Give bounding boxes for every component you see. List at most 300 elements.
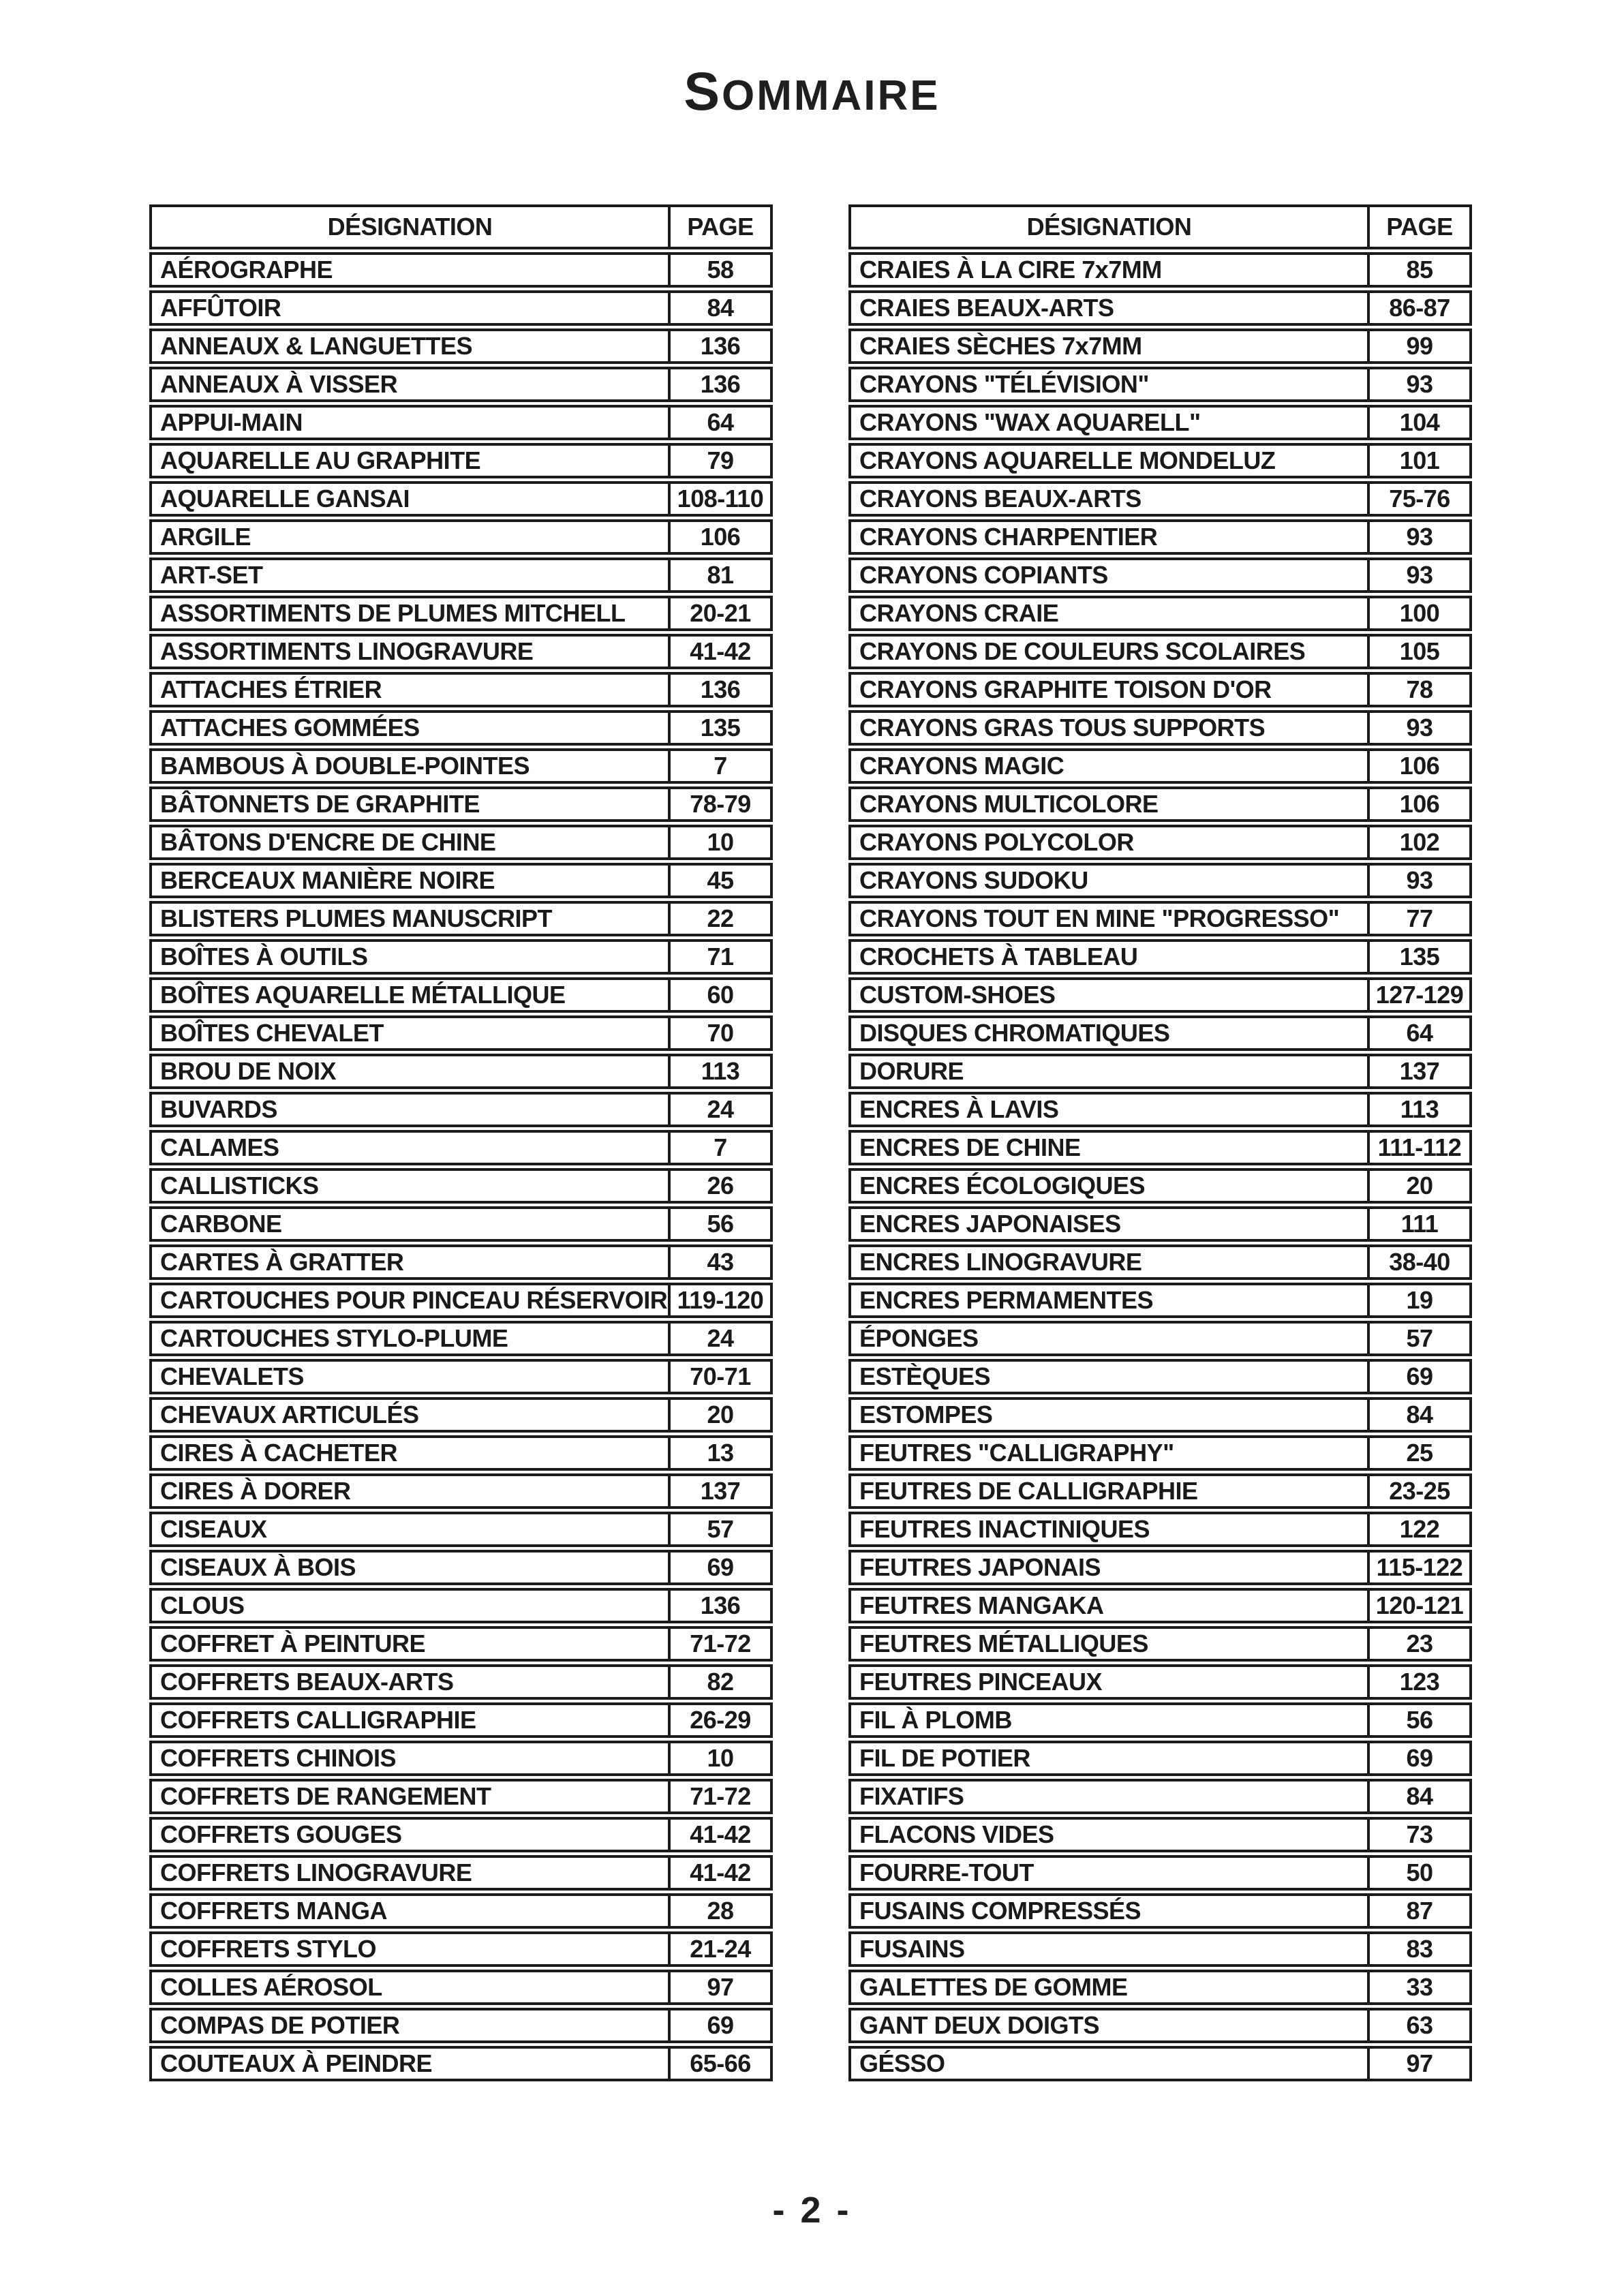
page-cell: 56 — [1406, 1706, 1433, 1734]
designation-cell: AQUARELLE AU GRAPHITE — [152, 446, 671, 476]
page-cell: 63 — [1406, 2011, 1433, 2039]
toc-row — [848, 1626, 1472, 1662]
designation-cell: ATTACHES GOMMÉES — [152, 713, 671, 743]
page-cell: 50 — [1406, 1859, 1433, 1886]
toc-row — [149, 672, 773, 707]
toc-row — [149, 863, 773, 898]
toc-row — [848, 1092, 1472, 1127]
toc-row — [149, 748, 773, 784]
toc-row — [848, 2046, 1472, 2081]
designation-cell: FUSAINS — [851, 1934, 1370, 1964]
toc-row — [848, 710, 1472, 746]
page-cell: 20-21 — [690, 599, 751, 627]
page-cell: 93 — [1406, 866, 1433, 894]
toc-row — [848, 1435, 1472, 1471]
page-cell: 108-110 — [677, 485, 764, 513]
designation-cell: COFFRETS CHINOIS — [152, 1743, 671, 1773]
designation-cell: CISEAUX — [152, 1514, 671, 1544]
page-cell: 120-121 — [1375, 1591, 1464, 1619]
toc-row — [848, 1550, 1472, 1585]
designation-cell: COFFRETS LINOGRAVURE — [152, 1858, 671, 1888]
designation-cell: CLOUS — [152, 1591, 671, 1621]
page-cell: 77 — [1406, 904, 1433, 932]
designation-cell: BAMBOUS À DOUBLE-POINTES — [152, 751, 671, 781]
page-cell: 122 — [1399, 1515, 1440, 1543]
toc-row — [149, 405, 773, 440]
designation-cell: BÂTONS D'ENCRE DE CHINE — [152, 827, 671, 857]
designation-cell: FOURRE-TOUT — [851, 1858, 1370, 1888]
toc-row — [149, 1702, 773, 1738]
designation-cell: BOÎTES AQUARELLE MÉTALLIQUE — [152, 980, 671, 1010]
toc-row — [149, 443, 773, 478]
designation-cell: CRAYONS GRAS TOUS SUPPORTS — [851, 713, 1370, 743]
designation-cell: ASSORTIMENTS LINOGRAVURE — [152, 637, 671, 667]
page-cell: 69 — [707, 2011, 734, 2039]
page-cell: 78 — [1406, 675, 1433, 703]
page-cell: 43 — [707, 1248, 734, 1276]
toc-row — [149, 825, 773, 860]
designation-cell: CRAIES SÈCHES 7x7MM — [851, 331, 1370, 361]
toc-row — [848, 405, 1472, 440]
toc-row — [149, 1092, 773, 1127]
page-cell: 93 — [1406, 523, 1433, 551]
toc-row — [848, 2008, 1472, 2043]
designation-cell: CRAYONS CHARPENTIER — [851, 522, 1370, 552]
designation-column-header: DÉSIGNATION — [851, 207, 1370, 247]
designation-cell: CRAYONS BEAUX-ARTS — [851, 484, 1370, 514]
page-cell: 93 — [1406, 714, 1433, 741]
toc-row — [149, 939, 773, 975]
page-cell: 83 — [1406, 1935, 1433, 1963]
page-cell: 26-29 — [690, 1706, 751, 1734]
designation-cell: APPUI-MAIN — [152, 408, 671, 438]
page-cell: 97 — [707, 1973, 734, 2001]
toc-row — [848, 1779, 1472, 1814]
toc-row — [149, 1206, 773, 1242]
page-cell: 86-87 — [1389, 294, 1450, 322]
page-cell: 106 — [1399, 752, 1440, 780]
designation-cell: FEUTRES "CALLIGRAPHY" — [851, 1438, 1370, 1468]
toc-row — [848, 1741, 1472, 1776]
designation-cell: CALLISTICKS — [152, 1171, 671, 1201]
page-cell: 69 — [707, 1553, 734, 1581]
page-cell: 81 — [707, 561, 734, 589]
designation-cell: ENCRES ÉCOLOGIQUES — [851, 1171, 1370, 1201]
designation-cell: COFFRETS GOUGES — [152, 1820, 671, 1850]
toc-row — [848, 1588, 1472, 1623]
designation-cell: ENCRES À LAVIS — [851, 1095, 1370, 1125]
page-cell: 97 — [1406, 2049, 1433, 2077]
designation-cell: ENCRES LINOGRAVURE — [851, 1247, 1370, 1277]
designation-cell: CRAIES BEAUX-ARTS — [851, 293, 1370, 323]
designation-cell: ESTÈQUES — [851, 1362, 1370, 1392]
designation-cell: GANT DEUX DOIGTS — [851, 2010, 1370, 2040]
designation-cell: CISEAUX À BOIS — [152, 1553, 671, 1582]
designation-cell: GÉSSO — [851, 2049, 1370, 2079]
toc-row — [149, 710, 773, 746]
designation-cell: BOÎTES CHEVALET — [152, 1018, 671, 1048]
designation-cell: FIL À PLOMB — [851, 1705, 1370, 1735]
page-cell: 137 — [700, 1477, 741, 1505]
toc-row — [848, 1702, 1472, 1738]
designation-cell: FEUTRES INACTINIQUES — [851, 1514, 1370, 1544]
designation-cell: COLLES AÉROSOL — [152, 1972, 671, 2002]
page-cell: 137 — [1399, 1057, 1440, 1085]
toc-row — [848, 1359, 1472, 1394]
designation-cell: CRAYONS MAGIC — [851, 751, 1370, 781]
designation-cell: BUVARDS — [152, 1095, 671, 1125]
toc-row — [149, 252, 773, 288]
designation-cell: COMPAS DE POTIER — [152, 2010, 671, 2040]
toc-row — [848, 557, 1472, 593]
toc-row — [149, 1550, 773, 1585]
toc-row — [149, 1817, 773, 1852]
designation-cell: DISQUES CHROMATIQUES — [851, 1018, 1370, 1048]
designation-cell: COFFRETS CALLIGRAPHIE — [152, 1705, 671, 1735]
page-cell: 73 — [1406, 1820, 1433, 1848]
toc-row — [848, 1168, 1472, 1204]
toc-row — [848, 443, 1472, 478]
toc-row — [149, 1626, 773, 1662]
designation-cell: CIRES À DORER — [152, 1476, 671, 1506]
designation-cell: AQUARELLE GANSAI — [152, 484, 671, 514]
page-cell: 135 — [1399, 943, 1440, 970]
page-cell: 57 — [707, 1515, 734, 1543]
toc-row — [149, 1397, 773, 1433]
page-cell: 75-76 — [1389, 485, 1450, 513]
page-cell: 41-42 — [690, 637, 751, 665]
designation-cell: CRAYONS "TÉLÉVISION" — [851, 369, 1370, 399]
page-cell: 71-72 — [690, 1630, 751, 1657]
page-cell: 69 — [1406, 1362, 1433, 1390]
designation-cell: ESTOMPES — [851, 1400, 1370, 1430]
page-cell: 26 — [707, 1172, 734, 1199]
designation-cell: FLACONS VIDES — [851, 1820, 1370, 1850]
page-cell: 21-24 — [690, 1935, 751, 1963]
page-cell: 24 — [707, 1095, 734, 1123]
page-cell: 93 — [1406, 561, 1433, 589]
toc-row — [149, 977, 773, 1013]
designation-cell: COFFRETS BEAUX-ARTS — [152, 1667, 671, 1697]
page-cell: 85 — [1406, 256, 1433, 284]
toc-rows-right — [848, 252, 1472, 2081]
page-cell: 111-112 — [1377, 1133, 1462, 1161]
designation-cell: CRAYONS DE COULEURS SCOLAIRES — [851, 637, 1370, 667]
designation-cell: CRAYONS GRAPHITE TOISON D'OR — [851, 675, 1370, 705]
designation-cell: DORURE — [851, 1056, 1370, 1086]
toc-row — [149, 634, 773, 669]
toc-row — [149, 1473, 773, 1509]
page-cell: 7 — [714, 1133, 727, 1161]
designation-cell: FEUTRES MANGAKA — [851, 1591, 1370, 1621]
designation-cell: COFFRETS STYLO — [152, 1934, 671, 1964]
designation-cell: ARGILE — [152, 522, 671, 552]
designation-cell: CARTOUCHES POUR PINCEAU RÉSERVOIR — [152, 1285, 671, 1315]
toc-row — [149, 1588, 773, 1623]
toc-row — [149, 2046, 773, 2081]
designation-cell: GALETTES DE GOMME — [851, 1972, 1370, 2002]
toc-row — [848, 596, 1472, 631]
toc-row — [848, 519, 1472, 555]
toc-header-row — [149, 204, 773, 249]
page-cell: 113 — [1400, 1095, 1439, 1123]
toc-row — [848, 1244, 1472, 1280]
page-cell: 38-40 — [1389, 1248, 1450, 1276]
designation-cell: CRAYONS COPIANTS — [851, 560, 1370, 590]
toc-row — [848, 1283, 1472, 1318]
toc-row — [848, 1817, 1472, 1852]
page-cell: 106 — [700, 523, 741, 551]
toc-row — [149, 1741, 773, 1776]
designation-cell: CRAYONS MULTICOLORE — [851, 789, 1370, 819]
designation-cell: COFFRETS MANGA — [152, 1896, 671, 1926]
toc-row — [848, 252, 1472, 288]
page-cell: 69 — [1406, 1744, 1433, 1772]
toc-row — [848, 1206, 1472, 1242]
page-cell: 41-42 — [690, 1859, 751, 1886]
page-cell: 93 — [1406, 370, 1433, 398]
designation-cell: FUSAINS COMPRESSÉS — [851, 1896, 1370, 1926]
toc-row — [149, 1283, 773, 1318]
page-cell: 78-79 — [690, 790, 751, 818]
toc-row — [149, 367, 773, 402]
page-cell: 23 — [1406, 1630, 1433, 1657]
toc-row — [149, 1130, 773, 1165]
designation-cell: FEUTRES PINCEAUX — [851, 1667, 1370, 1697]
designation-cell: CARTES À GRATTER — [152, 1247, 671, 1277]
designation-cell: FEUTRES DE CALLIGRAPHIE — [851, 1476, 1370, 1506]
designation-cell: CRAYONS POLYCOLOR — [851, 827, 1370, 857]
page-cell: 106 — [1399, 790, 1440, 818]
toc-row — [149, 1015, 773, 1051]
page-cell: 100 — [1399, 599, 1440, 627]
page-cell: 10 — [707, 1744, 734, 1772]
toc-row — [149, 1321, 773, 1356]
toc-row — [848, 1855, 1472, 1891]
page-cell: 84 — [1406, 1401, 1433, 1428]
page-cell: 136 — [700, 1591, 741, 1619]
designation-cell: CARTOUCHES STYLO-PLUME — [152, 1324, 671, 1354]
designation-cell: ART-SET — [152, 560, 671, 590]
toc-rows-left — [149, 252, 773, 2081]
page-cell: 45 — [707, 866, 734, 894]
toc-table-left — [149, 204, 773, 2084]
designation-cell: ANNEAUX & LANGUETTES — [152, 331, 671, 361]
page-cell: 10 — [707, 828, 734, 856]
page-column-header: PAGE — [1386, 213, 1453, 241]
toc-row — [149, 290, 773, 326]
page-cell: 60 — [707, 981, 734, 1009]
toc-row — [848, 748, 1472, 784]
toc-row — [149, 596, 773, 631]
toc-row — [848, 901, 1472, 936]
designation-cell: ASSORTIMENTS DE PLUMES MITCHELL — [152, 598, 671, 628]
toc-row — [848, 1473, 1472, 1509]
page-cell: 111 — [1400, 1210, 1439, 1238]
designation-cell: ATTACHES ÉTRIER — [152, 675, 671, 705]
designation-cell: CARBONE — [152, 1209, 671, 1239]
toc-row — [848, 1893, 1472, 1929]
designation-cell: BROU DE NOIX — [152, 1056, 671, 1086]
page-cell: 7 — [714, 752, 727, 780]
toc-row — [848, 634, 1472, 669]
page-cell: 25 — [1406, 1439, 1433, 1467]
page-cell: 84 — [707, 294, 734, 322]
designation-cell: CIRES À CACHETER — [152, 1438, 671, 1468]
page-cell: 79 — [707, 446, 734, 474]
toc-row — [848, 290, 1472, 326]
designation-cell: CHEVAUX ARTICULÉS — [152, 1400, 671, 1430]
page-cell: 41-42 — [690, 1820, 751, 1848]
toc-row — [149, 1664, 773, 1700]
toc-row — [149, 1435, 773, 1471]
toc-row — [149, 1244, 773, 1280]
designation-cell: AÉROGRAPHE — [152, 255, 671, 285]
designation-cell: FIXATIFS — [851, 1781, 1370, 1811]
page-cell: 23-25 — [1389, 1477, 1450, 1505]
page-cell: 58 — [707, 256, 734, 284]
page-cell: 104 — [1399, 408, 1440, 436]
page-cell: 22 — [707, 904, 734, 932]
designation-cell: CHEVALETS — [152, 1362, 671, 1392]
designation-column-header: DÉSIGNATION — [152, 207, 671, 247]
page-cell: 135 — [700, 714, 741, 741]
page-cell: 84 — [1406, 1782, 1433, 1810]
page-cell: 119-120 — [677, 1286, 764, 1314]
toc-row — [149, 519, 773, 555]
toc-row — [848, 825, 1472, 860]
toc-row — [848, 1397, 1472, 1433]
page-cell: 105 — [1399, 637, 1440, 665]
toc-row — [848, 672, 1472, 707]
toc-row — [848, 1931, 1472, 1967]
designation-cell: CALAMES — [152, 1133, 671, 1163]
designation-cell: COUTEAUX À PEINDRE — [152, 2049, 671, 2079]
page-cell: 20 — [707, 1401, 734, 1428]
page-cell: 13 — [707, 1439, 734, 1467]
page-cell: 136 — [700, 370, 741, 398]
page-cell: 136 — [700, 675, 741, 703]
toc-row — [149, 481, 773, 517]
toc-row — [149, 1931, 773, 1967]
designation-cell: ÉPONGES — [851, 1324, 1370, 1354]
page-cell: 24 — [707, 1324, 734, 1352]
toc-row — [149, 328, 773, 364]
toc-row — [149, 1970, 773, 2005]
page-cell: 65-66 — [690, 2049, 751, 2077]
designation-cell: FIL DE POTIER — [851, 1743, 1370, 1773]
page-title: SOMMAIRE — [684, 61, 940, 121]
page-cell: 56 — [707, 1210, 734, 1238]
toc-row — [149, 1893, 773, 1929]
designation-cell: AFFÛTOIR — [152, 293, 671, 323]
page-cell: 28 — [707, 1897, 734, 1925]
page-cell: 127-129 — [1375, 981, 1464, 1009]
toc-row — [848, 1054, 1472, 1089]
toc-row — [848, 328, 1472, 364]
designation-cell: FEUTRES JAPONAIS — [851, 1553, 1370, 1582]
page-cell: 102 — [1399, 828, 1440, 856]
page-cell: 19 — [1406, 1286, 1433, 1314]
toc-row — [848, 977, 1472, 1013]
page-cell: 115-122 — [1376, 1553, 1463, 1581]
toc-row — [149, 2008, 773, 2043]
toc-row — [149, 1359, 773, 1394]
toc-row — [848, 367, 1472, 402]
page-cell: 113 — [701, 1057, 740, 1085]
page-cell: 71-72 — [690, 1782, 751, 1810]
toc-row — [149, 557, 773, 593]
toc-row — [848, 481, 1472, 517]
page-cell: 87 — [1406, 1897, 1433, 1925]
designation-cell: CRAYONS TOUT EN MINE "PROGRESSO" — [851, 904, 1370, 934]
designation-cell: CRAYONS SUDOKU — [851, 866, 1370, 896]
page-cell: 101 — [1399, 446, 1440, 474]
designation-cell: CRAYONS "WAX AQUARELL" — [851, 408, 1370, 438]
designation-cell: ENCRES PERMAMENTES — [851, 1285, 1370, 1315]
designation-cell: CUSTOM-SHOES — [851, 980, 1370, 1010]
toc-row — [149, 1054, 773, 1089]
designation-cell: ENCRES JAPONAISES — [851, 1209, 1370, 1239]
toc-row — [149, 1168, 773, 1204]
toc-row — [848, 863, 1472, 898]
toc-header-row — [848, 204, 1472, 249]
toc-row — [848, 786, 1472, 822]
toc-row — [848, 1015, 1472, 1051]
designation-cell: CRAYONS CRAIE — [851, 598, 1370, 628]
designation-cell: CRAIES À LA CIRE 7x7MM — [851, 255, 1370, 285]
designation-cell: ENCRES DE CHINE — [851, 1133, 1370, 1163]
page-cell: 64 — [1406, 1019, 1433, 1047]
page-column-header: PAGE — [687, 213, 754, 241]
toc-row — [848, 1664, 1472, 1700]
page-cell: 33 — [1406, 1973, 1433, 2001]
designation-cell: BÂTONNETS DE GRAPHITE — [152, 789, 671, 819]
page-cell: 20 — [1406, 1172, 1433, 1199]
page-cell: 82 — [707, 1668, 734, 1696]
designation-cell: BERCEAUX MANIÈRE NOIRE — [152, 866, 671, 896]
designation-cell: CRAYONS AQUARELLE MONDELUZ — [851, 446, 1370, 476]
toc-row — [149, 786, 773, 822]
page-cell: 70-71 — [690, 1362, 751, 1390]
designation-cell: COFFRETS DE RANGEMENT — [152, 1781, 671, 1811]
page-cell: 64 — [707, 408, 734, 436]
toc-row — [149, 1779, 773, 1814]
toc-row — [848, 1970, 1472, 2005]
page-cell: 57 — [1406, 1324, 1433, 1352]
toc-row — [149, 1855, 773, 1891]
page-cell: 136 — [700, 332, 741, 360]
toc-row — [848, 1130, 1472, 1165]
designation-cell: ANNEAUX À VISSER — [152, 369, 671, 399]
toc-row — [149, 901, 773, 936]
designation-cell: COFFRET À PEINTURE — [152, 1629, 671, 1659]
page-cell: 71 — [707, 943, 734, 970]
designation-cell: BOÎTES À OUTILS — [152, 942, 671, 972]
designation-cell: CROCHETS À TABLEAU — [851, 942, 1370, 972]
page-cell: 123 — [1399, 1668, 1440, 1696]
page-number: - 2 - — [772, 2190, 852, 2231]
page-cell: 70 — [707, 1019, 734, 1047]
toc-row — [848, 939, 1472, 975]
toc-row — [149, 1512, 773, 1547]
toc-row — [848, 1321, 1472, 1356]
toc-row — [848, 1512, 1472, 1547]
toc-table-right — [848, 204, 1472, 2084]
designation-cell: BLISTERS PLUMES MANUSCRIPT — [152, 904, 671, 934]
page-cell: 99 — [1406, 332, 1433, 360]
designation-cell: FEUTRES MÉTALLIQUES — [851, 1629, 1370, 1659]
